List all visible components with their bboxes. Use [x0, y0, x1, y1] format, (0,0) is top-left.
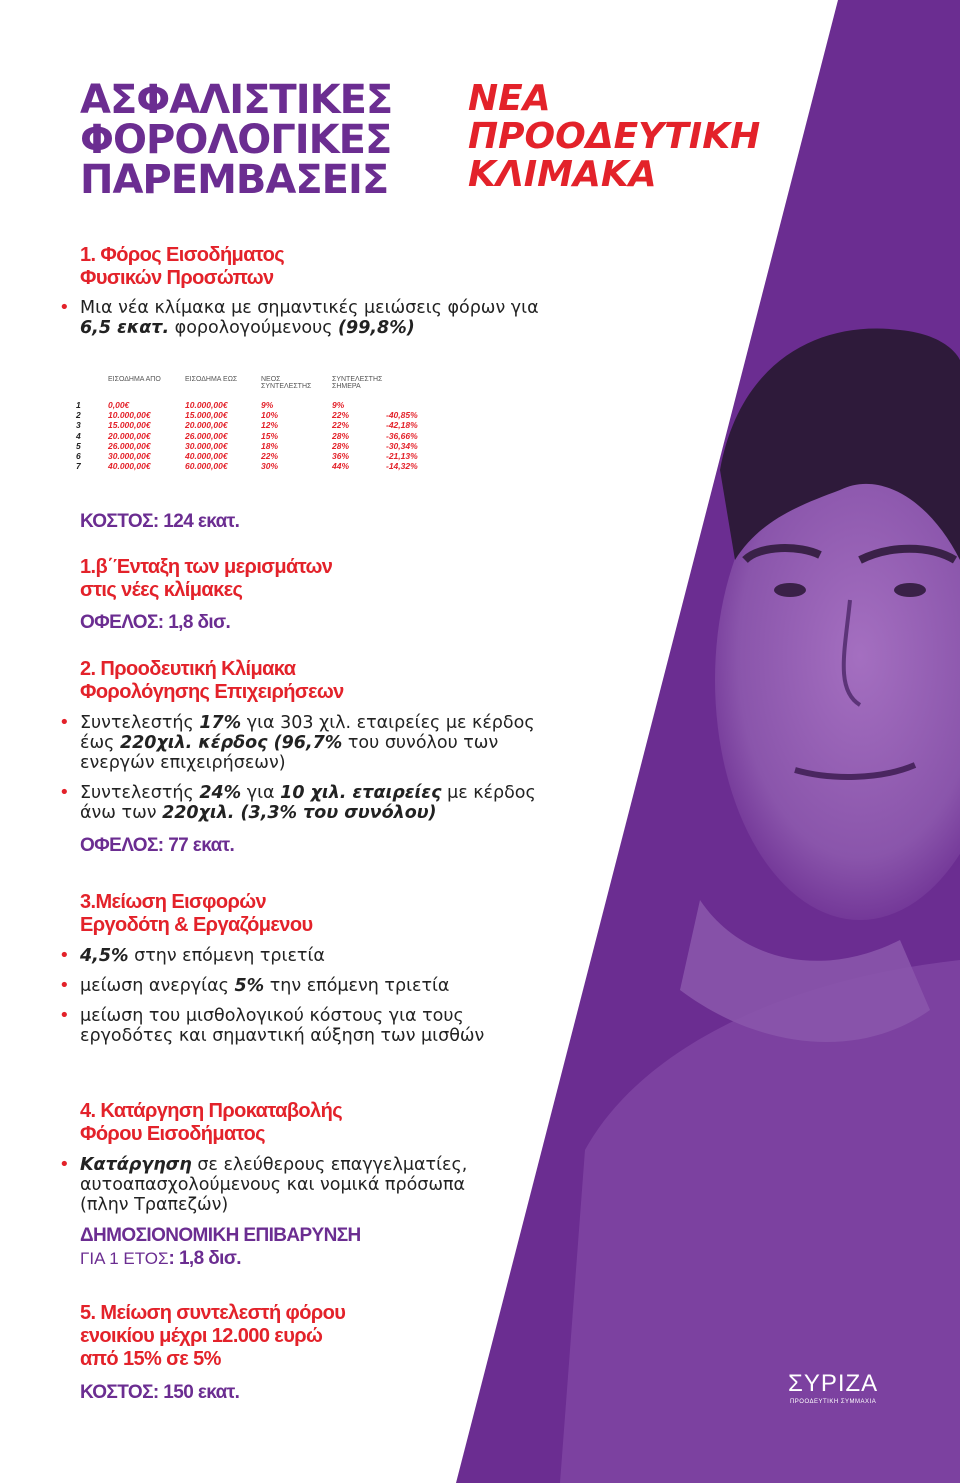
bullet-item	[80, 713, 550, 773]
section-4-burden-label: ΔΗΜΟΣΙΟΝΟΜΙΚΗ ΕΠΙΒΑΡΥΝΣΗ	[80, 1225, 361, 1246]
burden-period: ΓΙΑ 1 ΕΤΟΣ	[80, 1249, 169, 1268]
heading-line: 3.Μείωση Εισφορών	[80, 891, 267, 913]
table-cell: 20.000,00€	[108, 430, 151, 441]
table-row	[76, 441, 436, 451]
bullet-item	[80, 783, 550, 823]
table-cell: 22%	[332, 410, 350, 421]
bullet-bold: 4,5%	[80, 946, 129, 966]
title-line: ΠΑΡΕΜΒΑΣΕΙΣ	[80, 157, 389, 203]
bullet-text: την επόμενη τριετία	[264, 976, 450, 996]
bullet-bold: 24%	[199, 783, 242, 803]
heading-line: από 15% σε 5%	[80, 1348, 221, 1370]
table-cell: 6	[76, 451, 81, 462]
subtitle	[468, 80, 760, 194]
table-header-cell	[76, 376, 108, 400]
bullet-bold: (99,8%)	[338, 318, 415, 338]
subtitle-line: ΚΛΙΜΑΚΑ	[468, 154, 657, 195]
table-cell: -21,13%	[386, 451, 418, 462]
bullet-text: στην επόμενη τριετία	[128, 946, 325, 966]
table-cell: -30,34%	[386, 440, 418, 451]
table-row	[76, 431, 436, 441]
table-cell: 9%	[261, 400, 274, 410]
section-3-heading	[80, 891, 312, 937]
bullet-bold: 17%	[199, 713, 242, 733]
table-header-cell: ΕΙΣΟΔΗΜΑ ΑΠΟ	[108, 376, 161, 383]
section-5-heading	[80, 1302, 345, 1371]
table-cell: 26.000,00€	[108, 440, 151, 451]
section-2-bullets	[80, 713, 550, 833]
table-row	[76, 451, 436, 461]
bullet-bold: 5%	[234, 976, 265, 996]
subtitle-line: ΝΕΑ	[468, 78, 551, 119]
table-cell: 10%	[261, 410, 279, 421]
bullet-bold: 220χιλ. κέρδος (96,7%	[119, 733, 343, 753]
table-cell: 36%	[332, 451, 350, 462]
table-header-cell: ΣΥΝΤΕΛΕΣΤΗΣ ΣΗΜΕΡΑ	[332, 376, 383, 390]
table-body	[76, 400, 436, 471]
table-cell: 28%	[332, 440, 350, 451]
bullet-item	[80, 298, 540, 338]
table-cell: 7	[76, 461, 81, 472]
table-row	[76, 410, 436, 420]
section-2-heading	[80, 658, 344, 704]
table-cell: 15.000,00€	[185, 410, 228, 421]
bullet-text: Συντελεστής	[80, 713, 200, 733]
bullet-bold: 220χιλ. (3,3% του συνόλου)	[162, 803, 437, 823]
table-cell: 15.000,00€	[108, 420, 151, 431]
bullet-text: για	[241, 783, 281, 803]
heading-line: 4. Κατάργηση Προκαταβολής	[80, 1100, 342, 1122]
table-cell: 9%	[332, 400, 345, 410]
section-3-bullets	[80, 946, 510, 1056]
bullet-text: Μια νέα κλίμακα με σημαντικές μειώσεις φόρων για	[80, 298, 539, 318]
heading-line: Φορολόγησης Επιχειρήσεων	[80, 681, 344, 703]
section-1-heading	[80, 244, 284, 290]
subtitle-line: ΠΡΟΟΔΕΥΤΙΚΗ	[468, 116, 761, 157]
table-cell: 10.000,00€	[185, 400, 228, 410]
section-5-cost: ΚΟΣΤΟΣ: 150 εκατ.	[80, 1382, 240, 1403]
table-cell: 30%	[261, 461, 279, 472]
table-cell: 3	[76, 420, 81, 431]
bullet-text: του συνόλου των ενεργών επιχειρήσεων)	[80, 733, 499, 773]
heading-line: Φυσικών Προσώπων	[80, 267, 274, 289]
table-cell: 26.000,00€	[185, 430, 228, 441]
table-row	[76, 400, 436, 410]
section-1b-heading	[80, 556, 332, 602]
table-cell: 10.000,00€	[108, 410, 151, 421]
heading-line: 1. Φόρος Εισοδήματος	[80, 244, 285, 266]
table-cell: 40.000,00€	[108, 461, 151, 472]
table-cell: -14,32%	[386, 461, 418, 472]
heading-line: Φόρου Εισοδήματος	[80, 1123, 265, 1145]
table-cell: 60.000,00€	[185, 461, 228, 472]
table-cell	[386, 400, 436, 410]
title-line: ΑΣΦΑΛΙΣΤΙΚΕΣ	[80, 77, 393, 123]
table-cell: 22%	[261, 451, 279, 462]
table-cell: -36,66%	[386, 430, 418, 441]
title-line: ΦΟΡΟΛΟΓΙΚΕΣ	[80, 117, 392, 163]
section-4-bullets	[80, 1155, 500, 1225]
bullet-text: μείωση ανεργίας	[80, 976, 235, 996]
tax-scale-table	[76, 376, 436, 471]
section-2-benefit: ΟΦΕΛΟΣ: 77 εκατ.	[80, 835, 235, 856]
bullet-text: Συντελεστής	[80, 783, 200, 803]
table-cell: 12%	[261, 420, 279, 431]
logo-wordmark: ΣΥΡΙΖΑ	[788, 1370, 879, 1397]
bullet-text: σε ελεύθερους επαγγελματίες, αυτοαπασχολούμενους και νομικά πρόσωπα (πλην Τραπεζών)	[80, 1155, 468, 1215]
bullet-item: • μείωση του μισθολογικού κόστους για τους εργοδότες και σημαντική αύξηση των μισθών	[80, 1006, 510, 1046]
logo-tagline: ΠΡΟΟΔΕΥΤΙΚΗ ΣΥΜΜΑΧΙΑ	[789, 1399, 877, 1405]
section-4-heading	[80, 1100, 342, 1146]
table-header-cell	[386, 376, 436, 400]
table-cell: 1	[76, 400, 81, 410]
table-cell: 30.000,00€	[108, 451, 151, 462]
table-cell: 0,00€	[108, 400, 130, 410]
table-cell: 20.000,00€	[185, 420, 228, 431]
table-cell: 15%	[261, 430, 279, 441]
heading-line: στις νέες κλίμακες	[80, 579, 243, 601]
bullet-text: για 303 χιλ. εταιρείες με κέρδος έως	[80, 713, 535, 753]
heading-line: 1.β΄Ένταξη των μερισμάτων	[80, 556, 333, 578]
section-1-cost: ΚΟΣΤΟΣ: 124 εκατ.	[80, 511, 240, 532]
table-cell: 5	[76, 440, 81, 451]
section-4-burden-value	[80, 1247, 241, 1271]
syriza-logo	[788, 1372, 878, 1405]
table-cell: 22%	[332, 420, 350, 431]
section-1b-benefit: ΟΦΕΛΟΣ: 1,8 δισ.	[80, 612, 231, 633]
heading-line: Εργοδότη & Εργαζόμενου	[80, 914, 313, 936]
table-cell: 4	[76, 430, 81, 441]
table-cell: 28%	[332, 430, 350, 441]
bullet-bold: 10 χιλ. εταιρείες	[280, 783, 442, 803]
table-header-cell: ΝΕΟΣ ΣΥΝΤΕΛΕΣΤΗΣ	[261, 376, 312, 390]
table-cell: 2	[76, 410, 81, 421]
main-title	[80, 77, 393, 203]
bullet-text: φορολογούμενους	[169, 318, 339, 338]
bullet-bold: Κατάργηση	[80, 1155, 192, 1175]
heading-line: 2. Προοδευτική Κλίμακα	[80, 658, 296, 680]
burden-amount: : 1,8 δισ.	[168, 1248, 241, 1269]
table-cell: 44%	[332, 461, 350, 472]
table-cell: 30.000,00€	[185, 440, 228, 451]
table-row	[76, 461, 436, 471]
table-header-row	[76, 376, 436, 400]
table-row	[76, 420, 436, 430]
table-header-cell: ΕΙΣΟΔΗΜΑ ΕΩΣ	[185, 376, 238, 383]
heading-line: ενοικίου μέχρι 12.000 ευρώ	[80, 1325, 323, 1347]
bullet-item	[80, 976, 510, 996]
section-1-bullets	[80, 298, 540, 348]
table-cell: -40,85%	[386, 410, 418, 421]
table-cell: -42,18%	[386, 420, 418, 431]
bullet-item	[80, 1155, 500, 1215]
table-cell: 40.000,00€	[185, 451, 228, 462]
bullet-text: με κέρδος άνω των	[80, 783, 536, 823]
bullet-item	[80, 946, 510, 966]
heading-line: 5. Μείωση συντελεστή φόρου	[80, 1302, 346, 1324]
table-cell: 18%	[261, 440, 279, 451]
bullet-bold: 6,5 εκατ.	[80, 318, 170, 338]
